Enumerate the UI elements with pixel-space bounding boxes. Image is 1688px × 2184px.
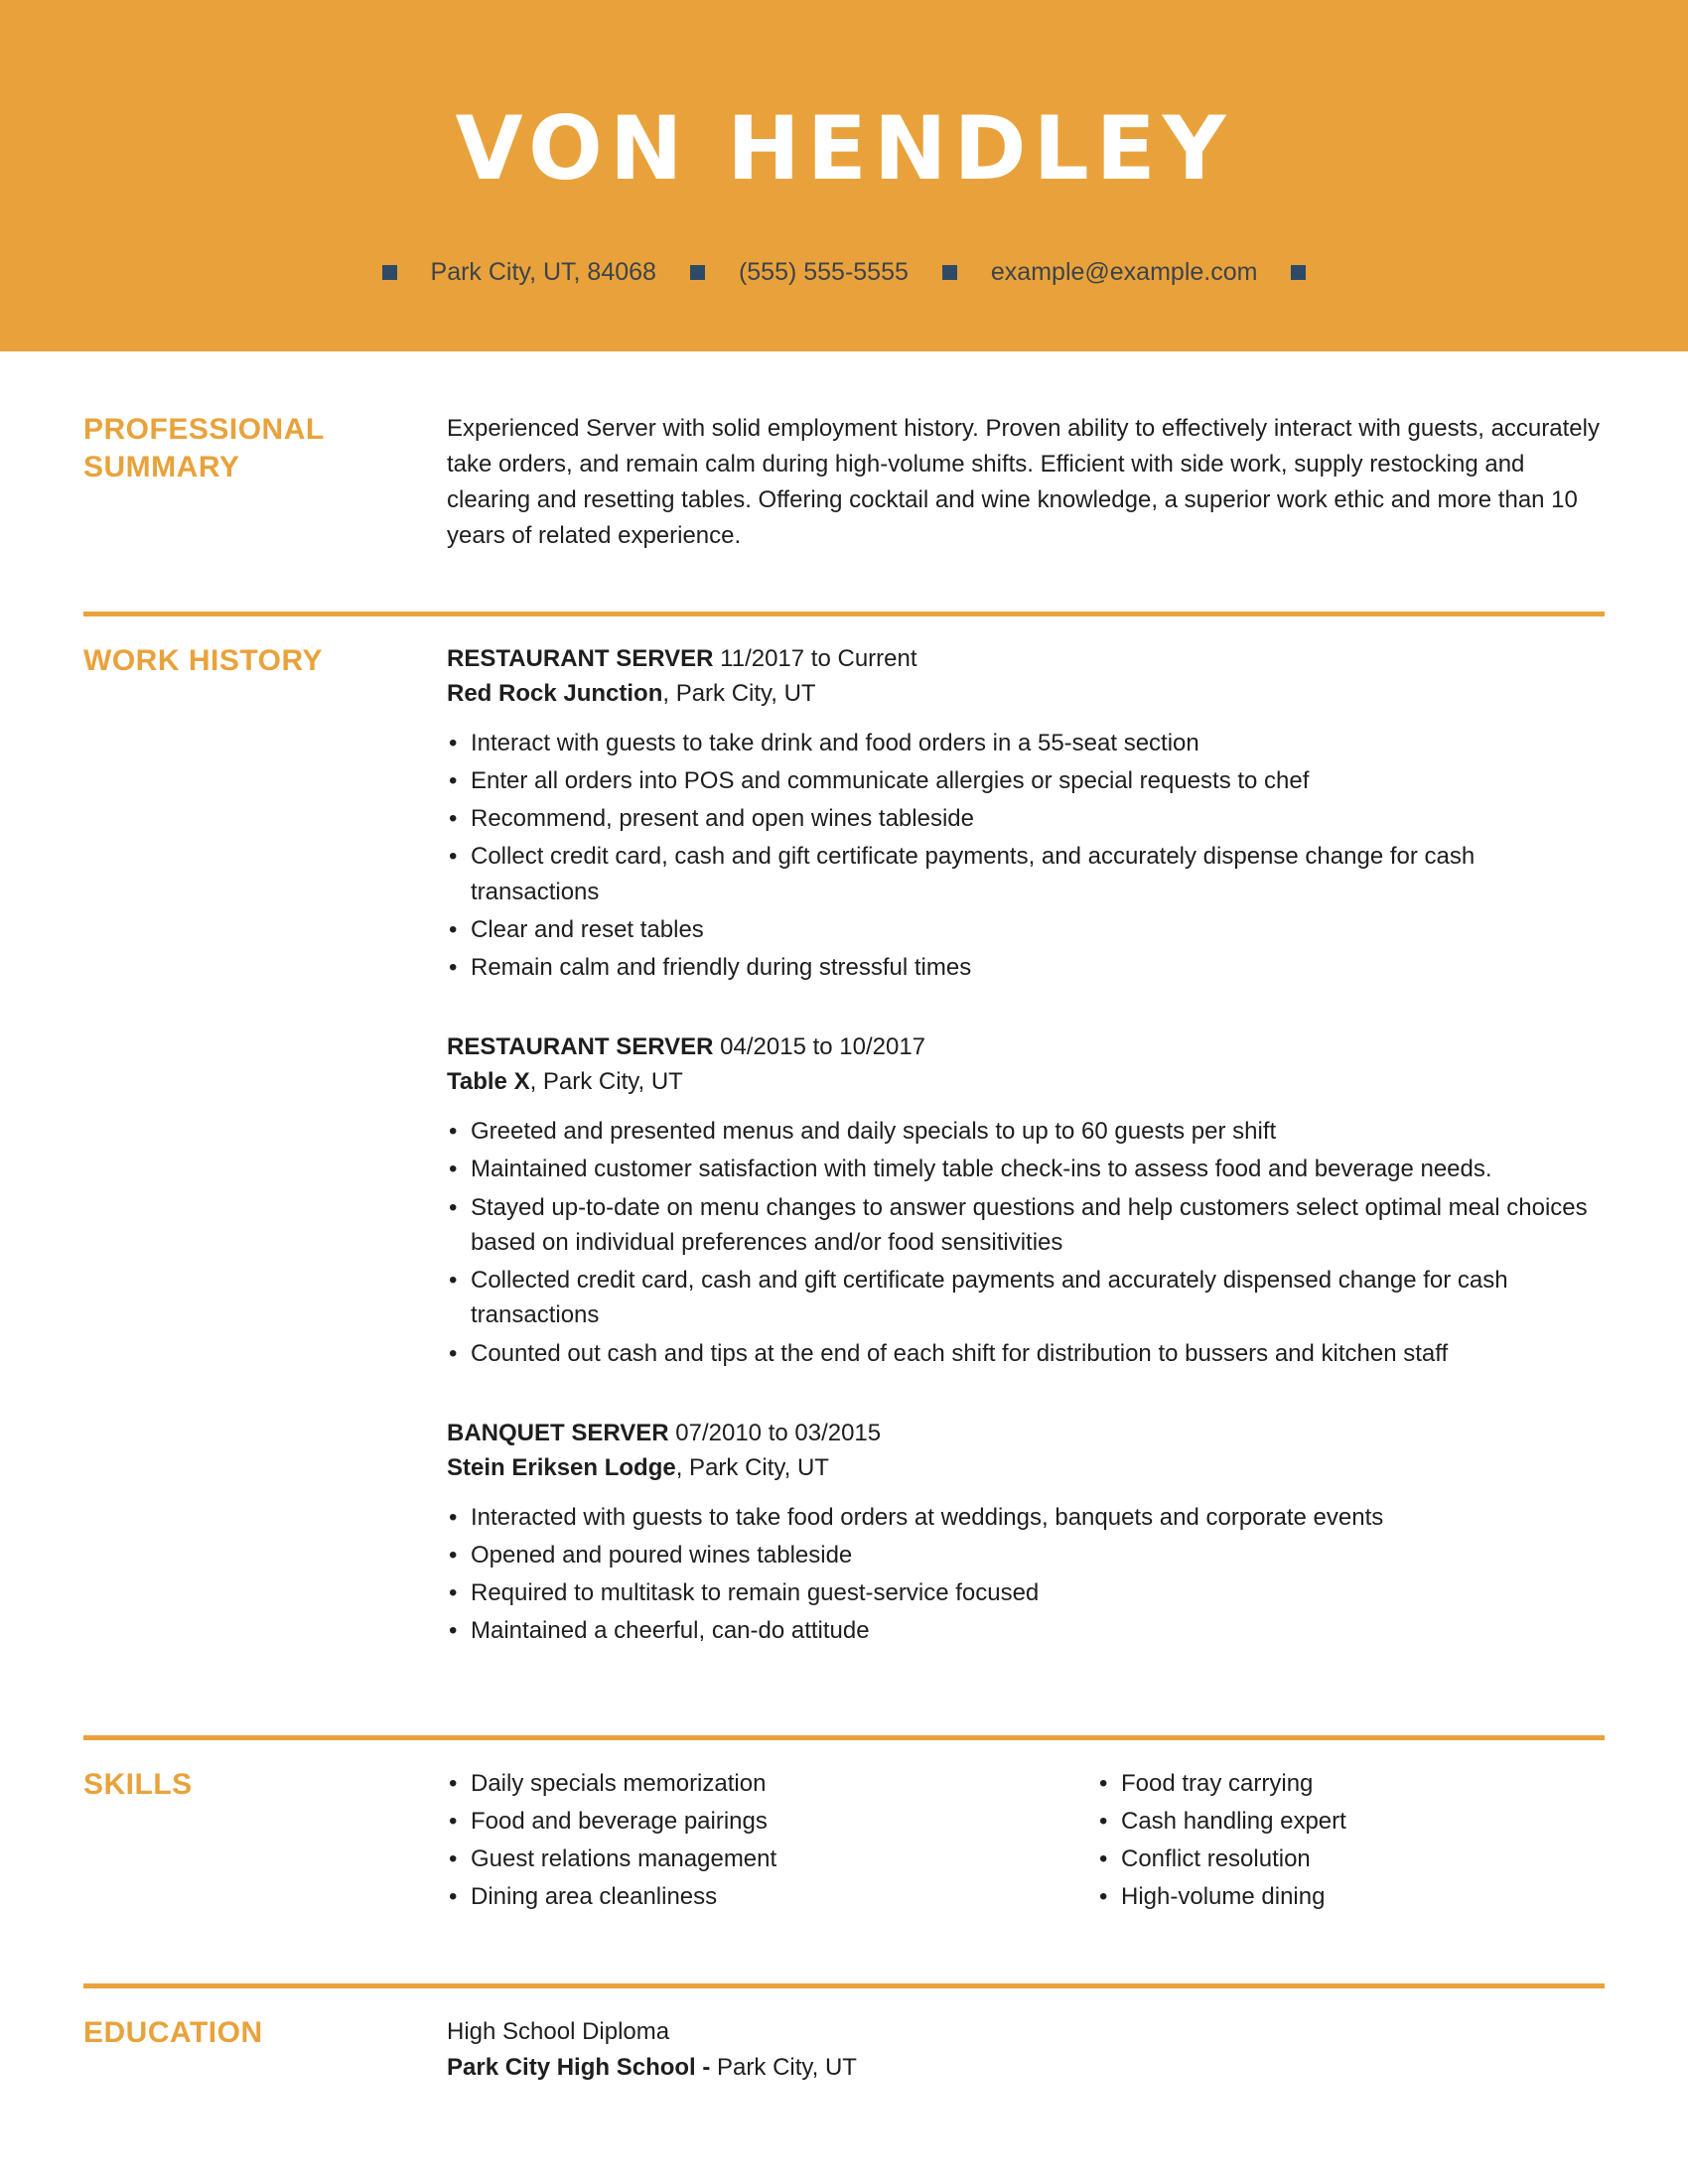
skill-item: • Guest relations management (447, 1842, 1097, 1876)
job-bullet-list (447, 726, 1605, 986)
resume-body (0, 411, 1688, 2086)
square-bullet-icon (382, 265, 397, 280)
job-bullet-list (447, 1500, 1605, 1649)
job-dates: 07/2010 to 03/2015 (675, 1419, 882, 1446)
job-company: Stein Eriksen Lodge (447, 1453, 676, 1481)
job-bullet: • Interacted with guests to take food orders at weddings, banquets and corporate events (447, 1500, 1605, 1535)
job-role: RESTAURANT SERVER (447, 645, 714, 672)
job-role: BANQUET SERVER (447, 1419, 669, 1446)
job-entry (447, 642, 1605, 985)
education-school: Park City High School - (447, 2053, 711, 2081)
contact-row (382, 258, 1307, 287)
job-bullet: • Maintained a cheerful, can-do attitude (447, 1613, 1605, 1648)
job-bullet: • Greeted and presented menus and daily specials to up to 60 guests per shift (447, 1114, 1605, 1149)
job-bullet: • Recommend, present and open wines tableside (447, 801, 1605, 836)
skills-columns (447, 1766, 1605, 1918)
job-bullet: • Counted out cash and tips at the end of each shift for distribution to bussers and kitchen staff (447, 1336, 1605, 1371)
skill-item: • Conflict resolution (1097, 1842, 1605, 1876)
contact-email: example@example.com (990, 258, 1258, 287)
summary-section-title: PROFESSIONAL SUMMARY (83, 413, 325, 484)
job-title-line (447, 642, 1605, 677)
job-title-line (447, 1030, 1605, 1065)
skill-item: • High-volume dining (1097, 1879, 1605, 1914)
job-bullet: • Stayed up-to-date on menu changes to answer questions and help customers select optimal meal choices based on individual preferences and/or food sensitivities (447, 1190, 1605, 1261)
square-bullet-icon (690, 265, 705, 280)
section-divider (83, 612, 1605, 616)
education-section (83, 2014, 1605, 2086)
summary-text: Experienced Server with solid employment history. Proven ability to effectively interact with guests, accurately take orders, and remain calm during high-volume shifts. Efficient with side work, supply restocking and clearing and resetting tables. Offering cocktail and wine knowledge, a superior work ethic and more than 10 years of related experience. (447, 415, 1600, 549)
education-school-line (447, 2050, 1605, 2086)
skills-list-left (447, 1766, 1097, 1918)
job-location: , Park City, UT (529, 1068, 683, 1096)
job-bullet: • Opened and poured wines tableside (447, 1538, 1605, 1572)
contact-location: Park City, UT, 84068 (430, 258, 656, 287)
skill-item: • Daily specials memorization (447, 1766, 1097, 1801)
header-banner (0, 0, 1688, 351)
job-title-line (447, 1417, 1605, 1451)
job-dates: 04/2015 to 10/2017 (720, 1033, 926, 1061)
square-bullet-icon (1291, 265, 1306, 280)
job-bullet-list (447, 1114, 1605, 1371)
work-history-section (83, 642, 1605, 1652)
skill-item: • Dining area cleanliness (447, 1879, 1097, 1914)
job-bullet: • Interact with guests to take drink and food orders in a 55-seat section (447, 726, 1605, 760)
job-dates: 11/2017 to Current (720, 645, 917, 672)
square-bullet-icon (942, 265, 957, 280)
job-company-line (447, 677, 1605, 712)
job-company: Table X (447, 1068, 530, 1096)
contact-phone: (555) 555-5555 (738, 258, 909, 287)
section-divider (83, 1735, 1605, 1740)
job-bullet: • Enter all orders into POS and communicate allergies or special requests to chef (447, 763, 1605, 798)
job-company-line (447, 1451, 1605, 1486)
job-company-line (447, 1065, 1605, 1100)
skill-item: • Food tray carrying (1097, 1766, 1605, 1801)
job-bullet: • Collected credit card, cash and gift certificate payments and accurately dispensed change for cash transactions (447, 1263, 1605, 1333)
job-bullet: • Maintained customer satisfaction with timely table check-ins to assess food and beverage needs. (447, 1152, 1605, 1186)
skills-list-right (1097, 1766, 1605, 1918)
work-history-content (447, 642, 1605, 1652)
job-company: Red Rock Junction (447, 679, 663, 707)
education-section-title: EDUCATION (83, 2015, 263, 2049)
job-bullet: • Remain calm and friendly during stressful times (447, 950, 1605, 985)
skills-section (83, 1766, 1605, 1918)
section-divider (83, 1983, 1605, 1988)
skill-item: • Food and beverage pairings (447, 1804, 1097, 1839)
education-content (447, 2014, 1605, 2086)
job-location: , Park City, UT (675, 1453, 829, 1481)
job-bullet: • Collect credit card, cash and gift certificate payments, and accurately dispense change for cash transactions (447, 839, 1605, 909)
job-entry (447, 1417, 1605, 1649)
job-bullet: • Required to multitask to remain guest-service focused (447, 1575, 1605, 1610)
job-location: , Park City, UT (662, 679, 816, 707)
work-history-section-title: WORK HISTORY (83, 644, 324, 677)
skill-item: • Cash handling expert (1097, 1804, 1605, 1839)
skills-section-title: SKILLS (83, 1767, 193, 1801)
job-bullet: • Clear and reset tables (447, 912, 1605, 947)
job-entry (447, 1030, 1605, 1370)
job-role: RESTAURANT SERVER (447, 1033, 714, 1061)
summary-section (83, 411, 1605, 554)
education-location: Park City, UT (717, 2053, 857, 2081)
candidate-name: VON HENDLEY (455, 97, 1233, 200)
education-degree: High School Diploma (447, 2017, 670, 2045)
